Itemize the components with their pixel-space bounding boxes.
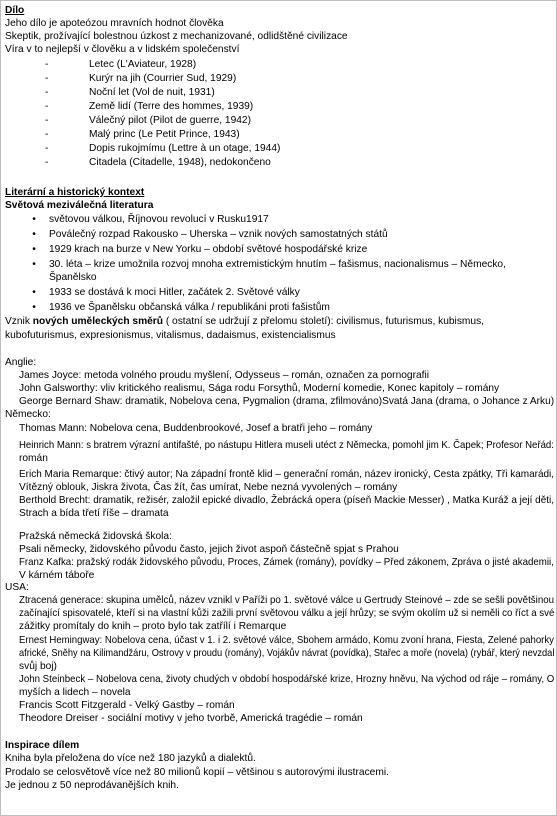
country-label-anglie: Anglie: (5, 357, 37, 368)
context-bullet: • Poválečný rozpad Rakousko – Uherska – vznik nových samostatných států (32, 229, 388, 240)
author-entry-continuation: zážitky promítaly do knih – proto bylo tak zatřílí i Remarque (19, 621, 287, 632)
author-entry-continuation: román (19, 453, 48, 464)
intro-line: Víra v to nejlepší v člověku a v lidském společenství (5, 44, 240, 55)
author-entry: Berthold Brecht: dramatik, režisér, založil epické divadlo, Žebrácká opera (píseň Mackie Messer) , Matka Kuráž a její děti, (19, 495, 554, 506)
movements-paragraph: Vznik nových uměleckých směrů ( ostatní se udržují z přelomu století): civilismus, futurismus, kubismus, (5, 316, 484, 327)
author-entry: John Galsworthy: vliv kritického realismu, Sága rodu Forsythů, Moderní komedie, Konec kapitoly – romány (19, 383, 500, 394)
section-title-inspirace: Inspirace dílem (5, 740, 80, 751)
author-entry-continuation: začínající spisovatelé, kteří si na vlastní kůži zažili první světovou válku a její hrůzy; se svým okolím už si neměli co říct a své (19, 608, 555, 619)
inspirace-line: Kniha byla přeložena do více než 180 jazyků a dialektů. (5, 753, 256, 764)
author-entry: Francis Scott Fitzgerald - Velký Gastby – román (19, 700, 235, 711)
inspirace-line: Prodalo se celosvětově více než 80 milionů kopií – většinou s autorovými ilustracemi. (5, 767, 389, 778)
author-entry-continuation: africké, Sněhy na Kilimandžáru, Ostrovy v proudu (romány), Vojákův návrat (povídka), Stařec a moře (novela) (rybář, který nevzdal (19, 648, 555, 659)
inspirace-line: Je jednou z 50 neprodávanějších knih. (5, 780, 179, 791)
author-entry-continuation: myších a lidech – novela (19, 687, 131, 698)
context-bullet: • 1936 ve Španělsku občanská válka / republikáni proti fašistům (32, 302, 330, 313)
section-title-dilo: Dílo (5, 5, 25, 16)
country-label-usa: USA: (5, 582, 29, 593)
author-entry-continuation: V kárném táboře (19, 570, 95, 581)
author-entry-continuation: Vítězný oblouk, Jiskra života, Čas žít, čas umírat, Nebe nezná vyvolených – romány (19, 482, 398, 493)
author-entry: James Joyce: metoda volného proudu myšlení, Odysseus – román, označen za pornografii (19, 370, 429, 381)
context-bullet: • 1929 krach na burze v New Yorku – období světové hospodářské krize (32, 244, 368, 255)
intro-line: Jeho dílo je apoteózou mravních hodnot člověka (5, 18, 224, 29)
author-entry: Ernest Hemingway: Nobelova cena, účast v 1. i 2. světové válce, Sbohem armádo, Komu zvoní hrana, Fiesta, Zelené pahorky (19, 635, 554, 646)
school-label-praha: Pražská německá židovská škola: (19, 531, 172, 542)
country-label-nemecko: Německo: (5, 409, 51, 420)
author-entry: Franz Kafka: pražský rodák židovského původu, Proces, Zámek (romány), povídky – Před zákonem, Zpráva o jisté akademii, (19, 557, 554, 568)
context-bullet-continuation: Španělsko (49, 272, 97, 283)
section-subtitle: Světová meziválečná literatura (5, 200, 154, 211)
context-bullet: • světovou válkou, Říjnovou revolucí v Rusku1917 (32, 214, 269, 225)
author-entry: Erich Maria Remarque: čtivý autor; Na západní frontě klid – generační román, název ironický, Cesta zpátky, Tři kamarádi, (19, 469, 555, 480)
context-bullet: • 1933 se dostává k moci Hitler, začátek 2. Světové války (32, 287, 300, 298)
author-entry: John Steinbeck – Nobelova cena, životy chudých v období hospodářské krize, Hrozny hněvu, Na východ od ráje – romány, O (19, 674, 555, 685)
document-page: Dílo Jeho dílo je apoteózou mravních hodnot člověka Skeptik, prožívající bolestnou úzkost z mechanizované, odlidštěné civilizace Víra v to nejlepší v člověku a v lidském společenství - Letec (L'Aviateur, 1928) - Kurýr na jih (Courrier Sud, 1929) - Noční let (Vol de nuit, 1931) - Země lidí (Terre des hommes, 1939) - Válečný pilot (Pilot de guerre, 1942) - Malý princ (Le Petit Prince, 1943) - Dopis rukojmímu (Lettre à un otage, 1944) - Citadela (Citadelle, 1948), nedokončeno Literární a historický kontext Světová meziválečná literatura • světovou válkou, Říjnovou revolucí v Rusku1917 • Poválečný rozpad Rakousko – Uherska – vznik nových samostatných států • 1929 krach na burze v New Yorku – období světové hospodářské krize • 30. léta – krize umožnila rozvoj mnoha extremistickým hnutím – fašismus, nacionalismus – Německo, Španělsko • 1933 se dostává k moci Hitler, začátek 2. Světové války • 1936 ve Španělsku občanská válka / republikáni proti fašistům Vznik nových uměleckých směrů ( ostatní se udržují z přelomu století): civilismus, futurismus, kubismus, kubofuturismus, expresionismus, vitalismus, dadaismus, existencialismus Anglie: James Joyce: metoda volného proudu myšlení, Odysseus – román, označen za pornografii John Galsworthy: vliv kritického realismu, Sága rodu Forsythů, Moderní komedie, Konec kapitoly – romány George Bernard Shaw: dramatik, Nobelova cena, Pygmalion (drama, zfilmováno)Svatá Jana (drama, o Johance z Arku) Německo: Thomas Mann: Nobelova cena, Buddenbrookové, Josef a bratři jeho – romány Heinrich Mann: s bratrem výrazní antifašté, po nástupu Hitlera museli utéct z Německa, pomohl jim K. Čapek; Profesor Neřád: román Erich Maria Remarque: čtivý autor; Na západní frontě klid – generační román, název ironický, Cesta zpátky, Tři kamarádi, Vítězný oblouk, Jiskra života, Čas žít, čas umírat, Nebe nezná vyvolených – romány Berthold Brecht: dramatik, režisér, založil epické divadlo, Žebrácká opera (píseň Mackie Messer) , Matka Kuráž a její děti, Strach a bída třetí říše – dramata Pražská německá židovská škola: Psali německy, židovského původu často, jejich život aspoň částečně spjat s Prahou Franz Kafka: pražský rodák židovského původu, Proces, Zámek (romány), povídky – Před zákonem, Zpráva o jisté akademii, V kárném táboře USA: Ztracená generace: skupina umělců, název vznikl v Paříži po 1. světové válce u Gertrudy Steinové – zde se sešli povětšinou začínající spisovatelé, kteří si na vlastní kůži zažili první světovou válku a její hrůzy; se svým okolím už si neměli co říct a své zážitky promítaly do knih – proto bylo tak zatřílí i Remarque Ernest Hemingway: Nobelova cena, účast v 1. i 2. světové válce, Sbohem armádo, Komu zvoní hrana, Fiesta, Zelené pahorky africké, Sněhy na Kilimandžáru, Ostrovy v proudu (romány), Vojákův návrat (povídka), Stařec a moře (novela) (rybář, který nevzdal svůj boj) John Steinbeck – Nobelova cena, životy chudých v období hospodářské krize, Hrozny hněvu, Na východ od ráje – romány, O myších a lidech – novela Francis Scott Fitzgerald - Velký Gastby – román Theodore Dreiser - sociální motivy v jeho tvorbě, Americká tragédie – román Inspirace dílem Kniha byla přeložena do více než 180 jazyků a dialektů. Prodalo se celosvětově více než 80 milionů kopií – většinou s autorovými ilustracemi. Je jednou z 50 neprodávanějších knih. (0, 0, 557, 816)
intro-line: Skeptik, prožívající bolestnou úzkost z mechanizované, odlidštěné civilizace (5, 31, 348, 42)
author-entry: George Bernard Shaw: dramatik, Nobelova cena, Pygmalion (drama, zfilmováno)Svatá Jana (drama, o Johance z Arku) (19, 396, 555, 407)
section-title-kontext: Literární a historický kontext (5, 187, 145, 198)
author-entry-continuation: svůj boj) (19, 661, 57, 672)
author-entry: Ztracená generace: skupina umělců, název vznikl v Paříži po 1. světové válce u Gertrudy Steinové – zde se sešli povětšinou (19, 595, 555, 606)
author-entry: Thomas Mann: Nobelova cena, Buddenbrookové, Josef a bratři jeho – romány (19, 423, 373, 434)
movements-paragraph-line2: kubofuturismus, expresionismus, vitalismus, dadaismus, existencialismus (5, 330, 336, 341)
author-entry: Theodore Dreiser - sociální motivy v jeho tvorbě, Americká tragédie – román (19, 713, 363, 724)
author-entry-continuation: Strach a bída třetí říše – dramata (19, 508, 169, 519)
author-entry: Psali německy, židovského původu často, jejich život aspoň částečně spjat s Prahou (19, 544, 399, 555)
author-entry: Heinrich Mann: s bratrem výrazní antifašté, po nástupu Hitlera museli utéct z Německa, pomohl jim K. Čapek; Profesor Neřád: (19, 440, 554, 451)
context-bullet: • 30. léta – krize umožnila rozvoj mnoha extremistickým hnutím – fašismus, nacionalismus – Německo, (32, 259, 506, 270)
context-bullet-list (31, 214, 551, 317)
